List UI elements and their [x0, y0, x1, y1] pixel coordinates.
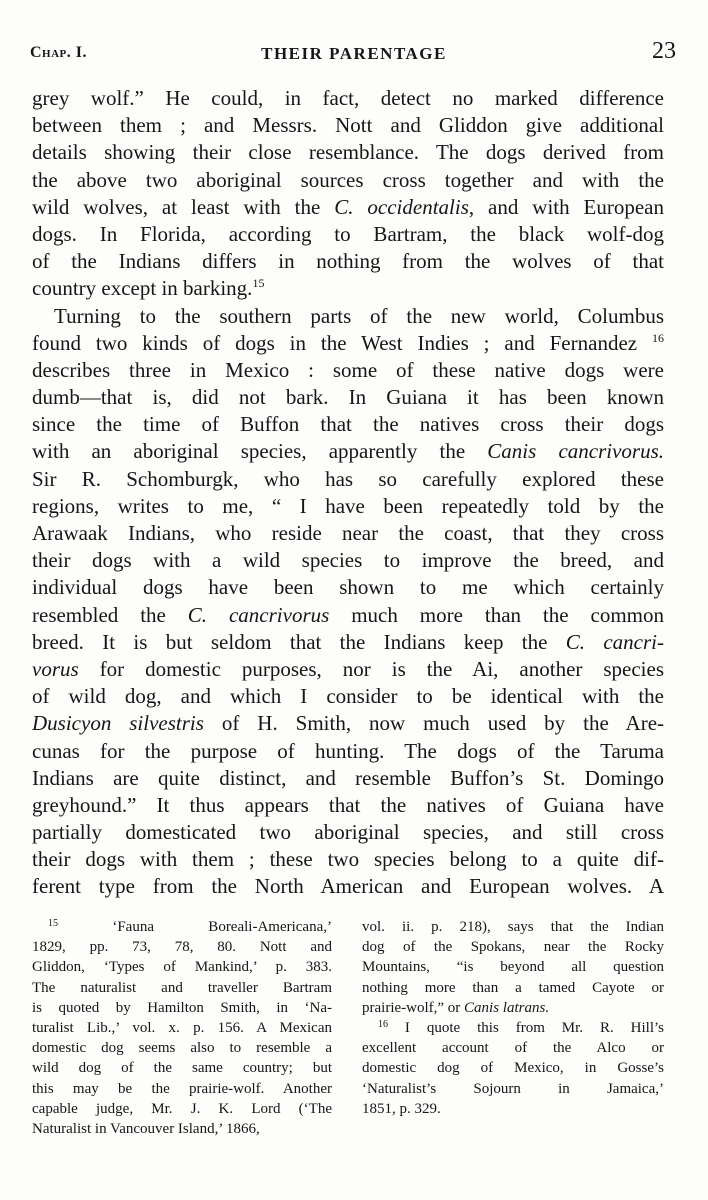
text-line: Indians are quite distinct, and resemble Buffon’s St. Domingo: [32, 765, 664, 790]
text-line: dumb—that is, did not bark. In Guiana it has been known: [32, 385, 664, 410]
text-run: , and with European: [468, 194, 664, 219]
text-line: [32, 275, 664, 302]
footnote-line: Naturalist in Vancouver Island,’ 1866,: [32, 1120, 260, 1137]
text-run: I quote this from Mr. R. Hill’s: [388, 1019, 664, 1036]
footnote-column-left: [32, 917, 332, 1139]
text-line: individual dogs have been shown to me which certainly: [32, 575, 664, 600]
text-line: the above two aboriginal sources cross together and with the: [32, 167, 664, 192]
text-line: [32, 602, 664, 629]
text-line: of wild dog, and which I consider to be identical with the: [32, 684, 664, 709]
text-line: regions, writes to me, “ I have been repeatedly told by the: [32, 493, 664, 518]
chapter-label: Chap. I.: [30, 44, 88, 61]
footnote-line: vol. ii. p. 218), says that the Indian: [362, 919, 664, 935]
text-run: country except in barking.: [32, 276, 253, 301]
text-run: breed. It is but seldom that the Indians keep the: [32, 629, 566, 654]
text-run: much more than the common: [329, 602, 665, 627]
text-run: of H. Smith, now much used by the Are-: [203, 711, 665, 736]
text-line: details showing their close resemblance. The dogs derived from: [32, 140, 664, 165]
text-line: Arawaak Indians, who reside near the coast, that they cross: [32, 521, 664, 545]
footnote-line: dog of the Spokans, near the Rocky: [362, 939, 664, 956]
text-line: Turning to the southern parts of the new world, Columbus: [54, 303, 664, 328]
footnote-line: [362, 998, 664, 1018]
footnote-number: 15: [48, 918, 58, 929]
running-head: [30, 38, 678, 68]
footnote-line: domestic dog seems also to resemble a: [32, 1040, 332, 1057]
footnote-line: is quoted by Hamilton Smith, in ‘Na-: [32, 999, 332, 1016]
body-text: [32, 85, 664, 901]
italic-run: C. occidentalis: [334, 194, 469, 219]
text-line: since the time of Buffon that the natives cross their dogs: [32, 412, 664, 437]
text-line: their dogs with them ; these two species belong to a quite dif-: [32, 847, 664, 872]
text-run: ‘Fauna Boreali-Americana,’: [112, 919, 332, 935]
footnote-line: [32, 917, 332, 937]
footnote-line: excellent account of the Alco or: [362, 1040, 664, 1057]
text-line: [32, 330, 664, 357]
text-line: partially domesticated two aboriginal species, and still cross: [32, 820, 664, 845]
text-line: [32, 710, 664, 737]
footnote-number: 16: [378, 1018, 388, 1030]
text-run: found two kinds of dogs in the West Indies ; and Fernandez: [32, 330, 652, 355]
text-run: wild wolves, at least with the: [32, 194, 335, 219]
text-line: grey wolf.” He could, in fact, detect no marked difference: [32, 86, 664, 110]
text-line: ferent type from the North American and European wolves. A: [32, 874, 664, 899]
italic-run: C. cancri-: [565, 629, 664, 654]
footnote-line: domestic dog of Mexico, in Gosse’s: [362, 1060, 664, 1077]
footnote-line: The naturalist and traveller Bartram: [32, 979, 332, 996]
footnote-ref: 16: [652, 330, 664, 345]
footnote-ref: 15: [252, 276, 265, 291]
footnote-line: wild dog of the same country; but: [32, 1060, 332, 1077]
footnote-line: this may be the prairie-wolf. Another: [32, 1080, 332, 1097]
footnote-line: Mountains, “is beyond all question: [362, 959, 664, 976]
text-line: [32, 656, 664, 683]
text-line: [32, 438, 664, 465]
footnote-line: capable judge, Mr. J. K. Lord (‘The: [32, 1100, 332, 1117]
running-title: THEIR PARENTAGE: [261, 44, 447, 63]
text-line: greyhound.” It thus appears that the natives of Guiana have: [32, 792, 664, 817]
page-number: 23: [652, 38, 676, 64]
footnote-line: Gliddon, ‘Types of Mankind,’ p. 383.: [32, 959, 332, 976]
text-run: prairie-wolf,” or: [362, 999, 465, 1016]
text-line: their dogs with a wild species to improve the breed, and: [32, 548, 664, 573]
footnote-column-right: [362, 917, 664, 1119]
text-line: describes three in Mexico : some of these native dogs were: [32, 357, 664, 382]
text-line: cunas for the purpose of hunting. The dogs of the Taruma: [32, 738, 664, 763]
footnote-line: ‘Naturalist’s Sojourn in Jamaica,’: [362, 1080, 664, 1097]
footnote-line: nothing more than a tamed Cayote or: [362, 979, 664, 996]
text-line: dogs. In Florida, according to Bartram, the black wolf-dog: [32, 221, 664, 246]
text-line: [32, 629, 664, 656]
text-line: [32, 194, 664, 221]
text-line: Sir R. Schomburgk, who has so carefully explored these: [32, 466, 664, 491]
text-run: resembled the: [32, 602, 188, 627]
text-line: between them ; and Messrs. Nott and Gliddon give additional: [32, 113, 664, 138]
footnote-line: turalist Lib.,’ vol. x. p. 156. A Mexican: [32, 1019, 332, 1036]
footnote-line: 1851, p. 329.: [362, 1100, 441, 1117]
italic-run: Dusicyon silvestris: [32, 711, 204, 736]
italic-run: vorus: [32, 656, 79, 681]
footnote-line: [362, 1018, 664, 1038]
text-line: of the Indians differs in nothing from the wolves of that: [32, 249, 664, 274]
footnote-line: 1829, pp. 73, 78, 80. Nott and: [32, 939, 332, 956]
text-run: for domestic purposes, nor is the Ai, another species: [78, 656, 664, 681]
italic-run: Canis latrans.: [464, 999, 550, 1016]
italic-run: C. cancrivorus: [187, 602, 330, 627]
text-run: with an aboriginal species, apparently the: [32, 439, 488, 464]
italic-run: Canis cancrivorus.: [487, 439, 665, 464]
